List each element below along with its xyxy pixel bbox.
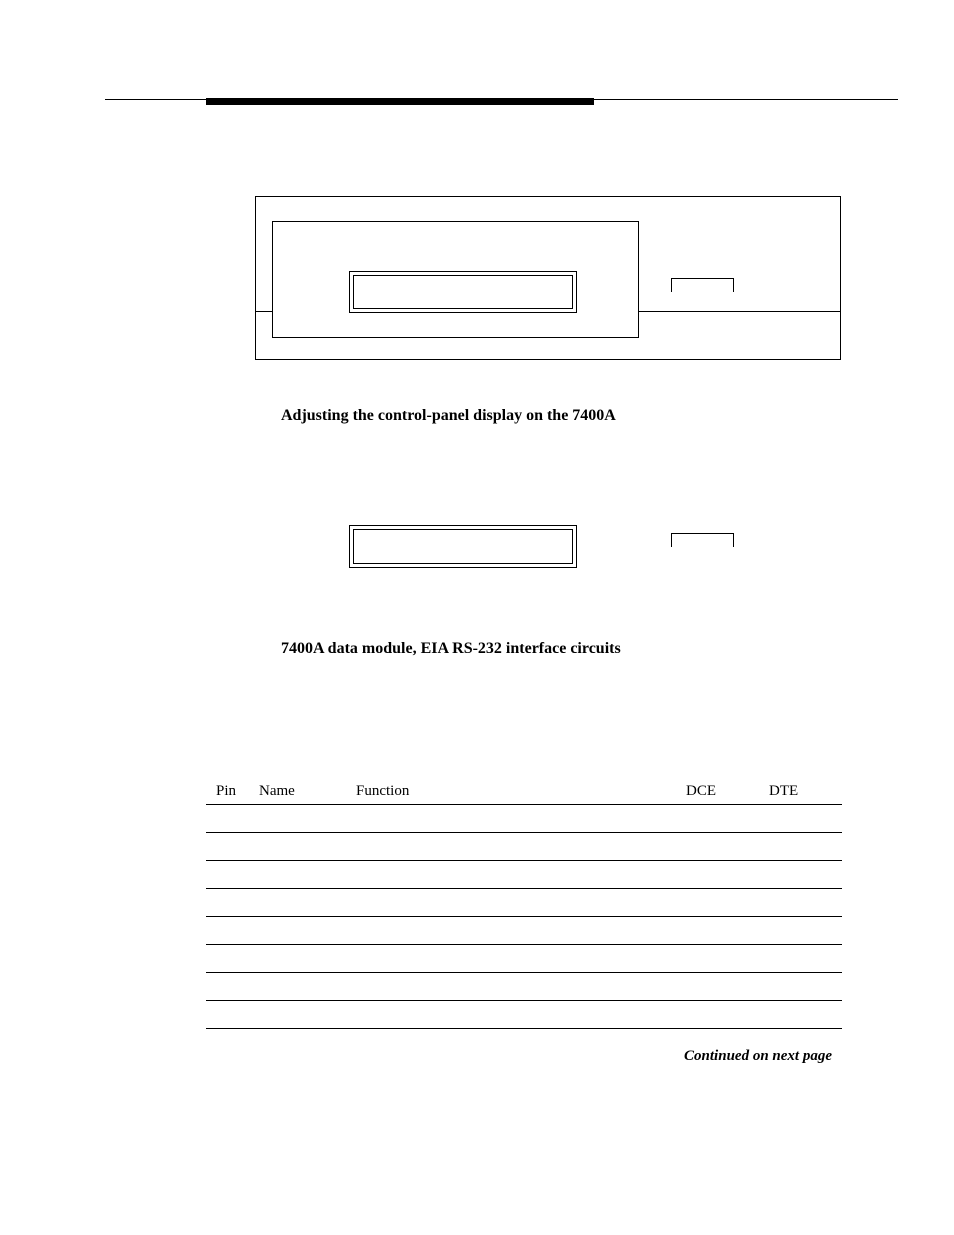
column-header-pin: Pin bbox=[216, 783, 237, 799]
column-header-dce: DCE bbox=[686, 783, 716, 799]
panel-divider-right bbox=[639, 311, 841, 312]
lcd-display-screen bbox=[353, 529, 573, 564]
lcd-display bbox=[349, 525, 577, 568]
table-row bbox=[206, 916, 842, 917]
table-row bbox=[206, 972, 842, 973]
column-header-name: Name bbox=[259, 783, 295, 799]
continued-note: Continued on next page bbox=[684, 1048, 832, 1064]
table-row bbox=[206, 1000, 842, 1001]
figure1-caption: Adjusting the control-panel display on the 7400A bbox=[281, 407, 616, 424]
lcd-display-screen bbox=[353, 275, 573, 309]
column-header-dte: DTE bbox=[769, 783, 799, 799]
table-row bbox=[206, 944, 842, 945]
table-row bbox=[206, 1028, 842, 1029]
lcd-display bbox=[349, 271, 577, 313]
table-row bbox=[206, 832, 842, 833]
table-row bbox=[206, 888, 842, 889]
table-row bbox=[206, 860, 842, 861]
panel-divider-left bbox=[256, 311, 272, 312]
adjust-control-bracket bbox=[671, 278, 734, 292]
column-header-function: Function bbox=[356, 783, 410, 799]
table-header-rule bbox=[206, 804, 842, 805]
header-thick-bar bbox=[206, 98, 594, 105]
figure2-caption: 7400A data module, EIA RS-232 interface circuits bbox=[281, 640, 621, 657]
interface-connector-bracket bbox=[671, 533, 734, 547]
